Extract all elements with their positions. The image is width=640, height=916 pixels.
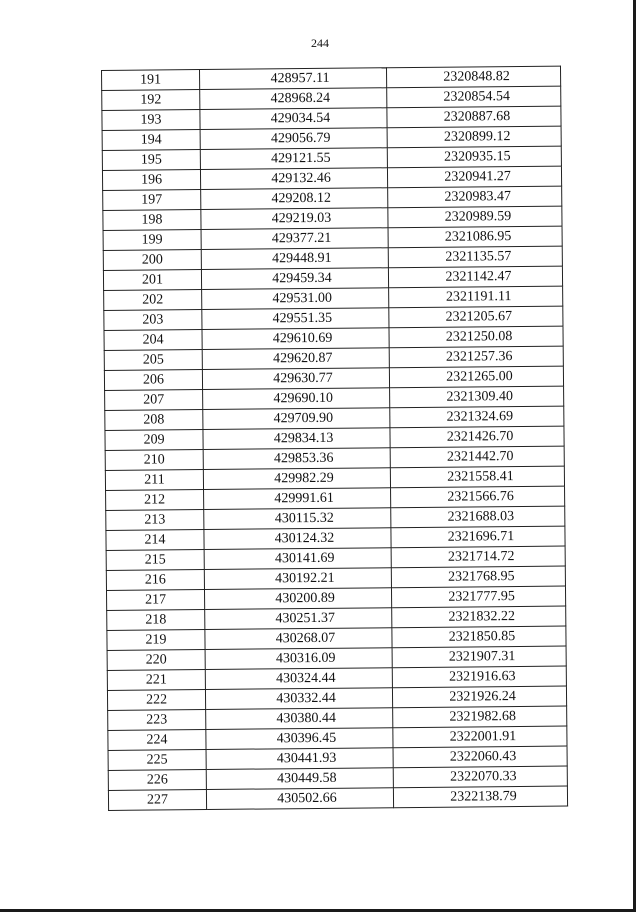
x-coordinate-cell: 429630.77 — [202, 368, 389, 390]
x-coordinate-cell: 429690.10 — [203, 388, 390, 410]
y-coordinate-cell: 2321696.71 — [391, 526, 565, 548]
point-number-cell: 224 — [108, 730, 206, 751]
y-coordinate-cell: 2321832.22 — [392, 606, 566, 628]
y-coordinate-cell: 2321191.11 — [389, 286, 563, 308]
point-number-cell: 209 — [105, 430, 203, 451]
point-number-cell: 223 — [108, 710, 206, 731]
point-number-cell: 200 — [103, 250, 201, 271]
y-coordinate-cell: 2321205.67 — [389, 306, 563, 328]
table-row — [108, 786, 567, 810]
x-coordinate-cell: 430251.37 — [205, 608, 392, 630]
x-coordinate-cell: 430324.44 — [205, 668, 392, 690]
x-coordinate-cell: 429853.36 — [203, 448, 390, 470]
point-number-cell: 215 — [106, 550, 204, 571]
x-coordinate-cell: 429219.03 — [201, 208, 388, 230]
y-coordinate-cell: 2320941.27 — [387, 166, 561, 188]
x-coordinate-cell: 430200.89 — [204, 588, 391, 610]
point-number-cell: 201 — [103, 270, 201, 291]
x-coordinate-cell: 429709.90 — [203, 408, 390, 430]
point-number-cell: 208 — [105, 410, 203, 431]
x-coordinate-cell: 430115.32 — [204, 508, 391, 530]
y-coordinate-cell: 2321250.08 — [389, 326, 563, 348]
point-number-cell: 225 — [108, 750, 206, 771]
x-coordinate-cell: 428968.24 — [200, 88, 387, 110]
y-coordinate-cell: 2321558.41 — [390, 466, 564, 488]
point-number-cell: 199 — [103, 230, 201, 251]
point-number-cell: 191 — [102, 70, 200, 91]
y-coordinate-cell: 2321907.31 — [392, 646, 566, 668]
point-number-cell: 217 — [106, 590, 204, 611]
y-coordinate-cell: 2321257.36 — [389, 346, 563, 368]
page-number: 244 — [311, 36, 329, 50]
point-number-cell: 227 — [108, 790, 206, 811]
point-number-cell: 198 — [103, 210, 201, 231]
y-coordinate-cell: 2321086.95 — [388, 226, 562, 248]
y-coordinate-cell: 2322070.33 — [393, 766, 567, 788]
x-coordinate-cell: 429834.13 — [203, 428, 390, 450]
point-number-cell: 214 — [106, 530, 204, 551]
y-coordinate-cell: 2320854.54 — [387, 86, 561, 108]
x-coordinate-cell: 429448.91 — [201, 248, 388, 270]
x-coordinate-cell: 428957.11 — [200, 68, 387, 90]
point-number-cell: 195 — [102, 150, 200, 171]
x-coordinate-cell: 429982.29 — [203, 468, 390, 490]
coordinate-table-body — [102, 66, 568, 810]
y-coordinate-cell: 2321142.47 — [388, 266, 562, 288]
point-number-cell: 196 — [102, 170, 200, 191]
y-coordinate-cell: 2320983.47 — [388, 186, 562, 208]
y-coordinate-cell: 2320935.15 — [387, 146, 561, 168]
point-number-cell: 211 — [105, 470, 203, 491]
point-number-cell: 206 — [104, 370, 202, 391]
y-coordinate-cell: 2321324.69 — [390, 406, 564, 428]
y-coordinate-cell: 2321442.70 — [390, 446, 564, 468]
point-number-cell: 205 — [104, 350, 202, 371]
y-coordinate-cell: 2321566.76 — [391, 486, 565, 508]
point-number-cell: 210 — [105, 450, 203, 471]
y-coordinate-cell: 2322001.91 — [393, 726, 567, 748]
x-coordinate-cell: 429620.87 — [202, 348, 389, 370]
y-coordinate-cell: 2321714.72 — [391, 546, 565, 568]
point-number-cell: 192 — [102, 90, 200, 111]
x-coordinate-cell: 429551.35 — [202, 308, 389, 330]
x-coordinate-cell: 429459.34 — [201, 268, 388, 290]
x-coordinate-cell: 430441.93 — [206, 748, 393, 770]
point-number-cell: 197 — [103, 190, 201, 211]
point-number-cell: 212 — [106, 490, 204, 511]
point-number-cell: 213 — [106, 510, 204, 531]
y-coordinate-cell: 2322060.43 — [393, 746, 567, 768]
y-coordinate-cell: 2321135.57 — [388, 246, 562, 268]
point-number-cell: 203 — [104, 310, 202, 331]
y-coordinate-cell: 2321850.85 — [392, 626, 566, 648]
point-number-cell: 219 — [107, 630, 205, 651]
y-coordinate-cell: 2320899.12 — [387, 126, 561, 148]
y-coordinate-cell: 2320989.59 — [388, 206, 562, 228]
x-coordinate-cell: 429056.79 — [200, 128, 387, 150]
x-coordinate-cell: 430268.07 — [205, 628, 392, 650]
point-number-cell: 202 — [104, 290, 202, 311]
x-coordinate-cell: 430449.58 — [206, 768, 393, 790]
x-coordinate-cell: 430316.09 — [205, 648, 392, 670]
point-number-cell: 218 — [107, 610, 205, 631]
y-coordinate-cell: 2321777.95 — [391, 586, 565, 608]
y-coordinate-cell: 2320848.82 — [386, 66, 560, 88]
x-coordinate-cell: 429531.00 — [202, 288, 389, 310]
coordinate-table-container — [101, 66, 567, 811]
x-coordinate-cell: 429610.69 — [202, 328, 389, 350]
x-coordinate-cell: 430396.45 — [206, 728, 393, 750]
y-coordinate-cell: 2320887.68 — [387, 106, 561, 128]
point-number-cell: 226 — [108, 770, 206, 791]
point-number-cell: 216 — [106, 570, 204, 591]
y-coordinate-cell: 2322138.79 — [393, 786, 567, 808]
coordinate-table — [101, 66, 568, 811]
x-coordinate-cell: 429208.12 — [201, 188, 388, 210]
point-number-cell: 204 — [104, 330, 202, 351]
y-coordinate-cell: 2321426.70 — [390, 426, 564, 448]
point-number-cell: 221 — [107, 670, 205, 691]
point-number-cell: 207 — [105, 390, 203, 411]
point-number-cell: 194 — [102, 130, 200, 151]
x-coordinate-cell: 430192.21 — [204, 568, 391, 590]
y-coordinate-cell: 2321982.68 — [393, 706, 567, 728]
x-coordinate-cell: 430502.66 — [206, 788, 393, 810]
x-coordinate-cell: 430380.44 — [206, 708, 393, 730]
point-number-cell: 222 — [107, 690, 205, 711]
x-coordinate-cell: 430332.44 — [205, 688, 392, 710]
x-coordinate-cell: 429034.54 — [200, 108, 387, 130]
x-coordinate-cell: 430141.69 — [204, 548, 391, 570]
x-coordinate-cell: 429132.46 — [200, 168, 387, 190]
y-coordinate-cell: 2321926.24 — [392, 686, 566, 708]
y-coordinate-cell: 2321309.40 — [390, 386, 564, 408]
x-coordinate-cell: 429121.55 — [200, 148, 387, 170]
y-coordinate-cell: 2321916.63 — [392, 666, 566, 688]
point-number-cell: 193 — [102, 110, 200, 131]
x-coordinate-cell: 429991.61 — [204, 488, 391, 510]
y-coordinate-cell: 2321688.03 — [391, 506, 565, 528]
y-coordinate-cell: 2321768.95 — [391, 566, 565, 588]
point-number-cell: 220 — [107, 650, 205, 671]
y-coordinate-cell: 2321265.00 — [389, 366, 563, 388]
x-coordinate-cell: 429377.21 — [201, 228, 388, 250]
x-coordinate-cell: 430124.32 — [204, 528, 391, 550]
